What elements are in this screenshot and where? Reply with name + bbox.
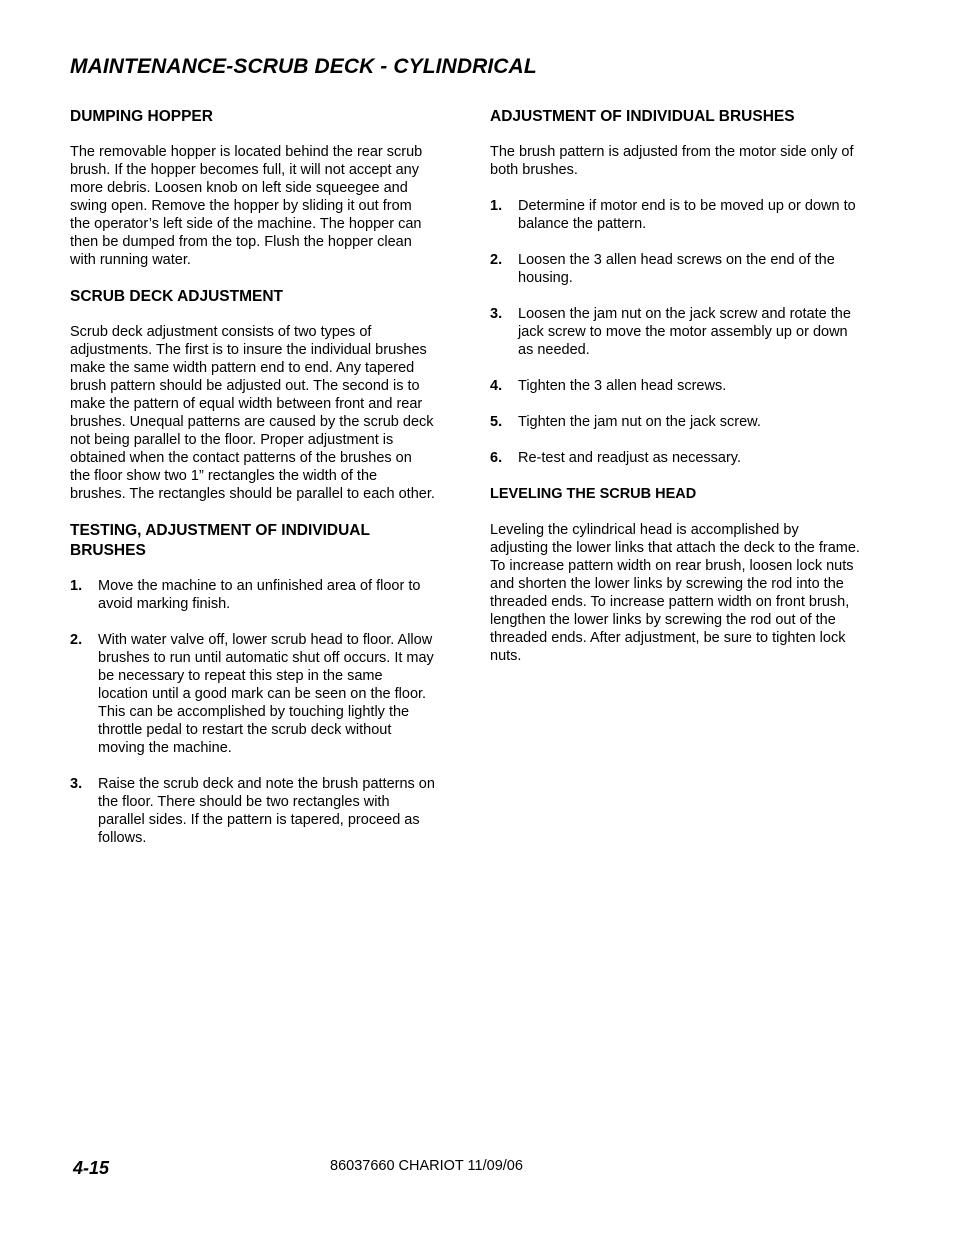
- list-item: [70, 775, 435, 847]
- step-number: 2.: [70, 632, 83, 648]
- document-info: 86037660 CHARIOT 11/09/06: [330, 1158, 523, 1174]
- dumping-hopper-body: The removable hopper is located behind the rear scrub brush. If the hopper becomes full, it will not accept any more debris. Loosen knob on left side squeegee and swing open. Remove the hopper by sliding it out from the operator’s left side of the machine. The hopper can then be dumped from the top. Flush the hopper clean with running water.: [70, 144, 423, 268]
- step-number: 3.: [490, 306, 503, 322]
- list-item: [490, 377, 860, 395]
- step-number: 3.: [70, 776, 83, 792]
- adjustment-intro: The brush pattern is adjusted from the motor side only of both brushes.: [490, 144, 854, 178]
- list-item: [70, 577, 435, 613]
- page-title: MAINTENANCE-SCRUB DECK - CYLINDRICAL: [70, 55, 537, 78]
- list-item: [490, 305, 860, 359]
- step-number: 5.: [490, 414, 503, 430]
- page-number: 4-15: [73, 1158, 110, 1178]
- step-number: 2.: [490, 252, 503, 268]
- list-item: [490, 413, 860, 431]
- step-text: Loosen the 3 allen head screws on the end of the housing.: [518, 252, 835, 286]
- left-column: [70, 107, 435, 865]
- step-text: Tighten the 3 allen head screws.: [518, 378, 727, 394]
- list-item: [490, 197, 860, 233]
- step-text: Re-test and readjust as necessary.: [518, 450, 741, 466]
- right-column: [490, 107, 860, 683]
- step-text: Raise the scrub deck and note the brush patterns on the floor. There should be two rectangles with parallel sides. If the pattern is tapered, proceed as follows.: [98, 776, 435, 846]
- step-text: Determine if motor end is to be moved up or down to balance the pattern.: [518, 198, 856, 232]
- list-item: [490, 251, 860, 287]
- scrub-deck-adjustment-body: Scrub deck adjustment consists of two types of adjustments. The first is to insure the individual brushes make the same width pattern end to end. Any tapered brush pattern should be adjusted out. The second is to make the pattern of equal width between front and rear brushes. Unequal patterns are caused by the scrub deck not being parallel to the floor. Proper adjustment is obtained when the contact patterns of the brushes on the floor show two 1” rectangles the width of the brushes. The rectangles should be parallel to each other.: [70, 324, 435, 502]
- step-text: Loosen the jam nut on the jack screw and rotate the jack screw to move the motor assembly up or down as needed.: [518, 306, 851, 358]
- adjustment-heading: ADJUSTMENT OF INDIVIDUAL BRUSHES: [490, 108, 795, 125]
- step-text: With water valve off, lower scrub head to floor. Allow brushes to run until automatic shut off occurs. It may be necessary to repeat this step in the same location until a good mark can be seen on the floor. This can be accomplished by touching lightly the throttle pedal to restart the scrub deck without moving the machine.: [98, 632, 434, 756]
- step-number: 1.: [70, 578, 83, 594]
- leveling-heading: LEVELING THE SCRUB HEAD: [490, 486, 697, 502]
- leveling-body: Leveling the cylindrical head is accomplished by adjusting the lower links that attach the deck to the frame. To increase pattern width on rear brush, loosen lock nuts and shorten the lower links by screwing the rod into the threaded ends. To increase pattern width on front brush, lengthen the lower links by screwing the rod out of the threaded ends. After adjustment, be sure to tighten lock nuts.: [490, 522, 860, 664]
- testing-heading: TESTING, ADJUSTMENT OF INDIVIDUAL BRUSHES: [70, 522, 370, 559]
- adjustment-steps: [490, 197, 860, 467]
- step-number: 6.: [490, 450, 503, 466]
- step-number: 1.: [490, 198, 503, 214]
- step-number: 4.: [490, 378, 503, 394]
- testing-steps: [70, 577, 435, 847]
- list-item: [490, 449, 860, 467]
- step-text: Move the machine to an unfinished area of floor to avoid marking finish.: [98, 578, 421, 612]
- list-item: [70, 631, 435, 757]
- dumping-hopper-heading: DUMPING HOPPER: [70, 108, 213, 125]
- step-text: Tighten the jam nut on the jack screw.: [518, 414, 761, 430]
- scrub-deck-adjustment-heading: SCRUB DECK ADJUSTMENT: [70, 288, 283, 305]
